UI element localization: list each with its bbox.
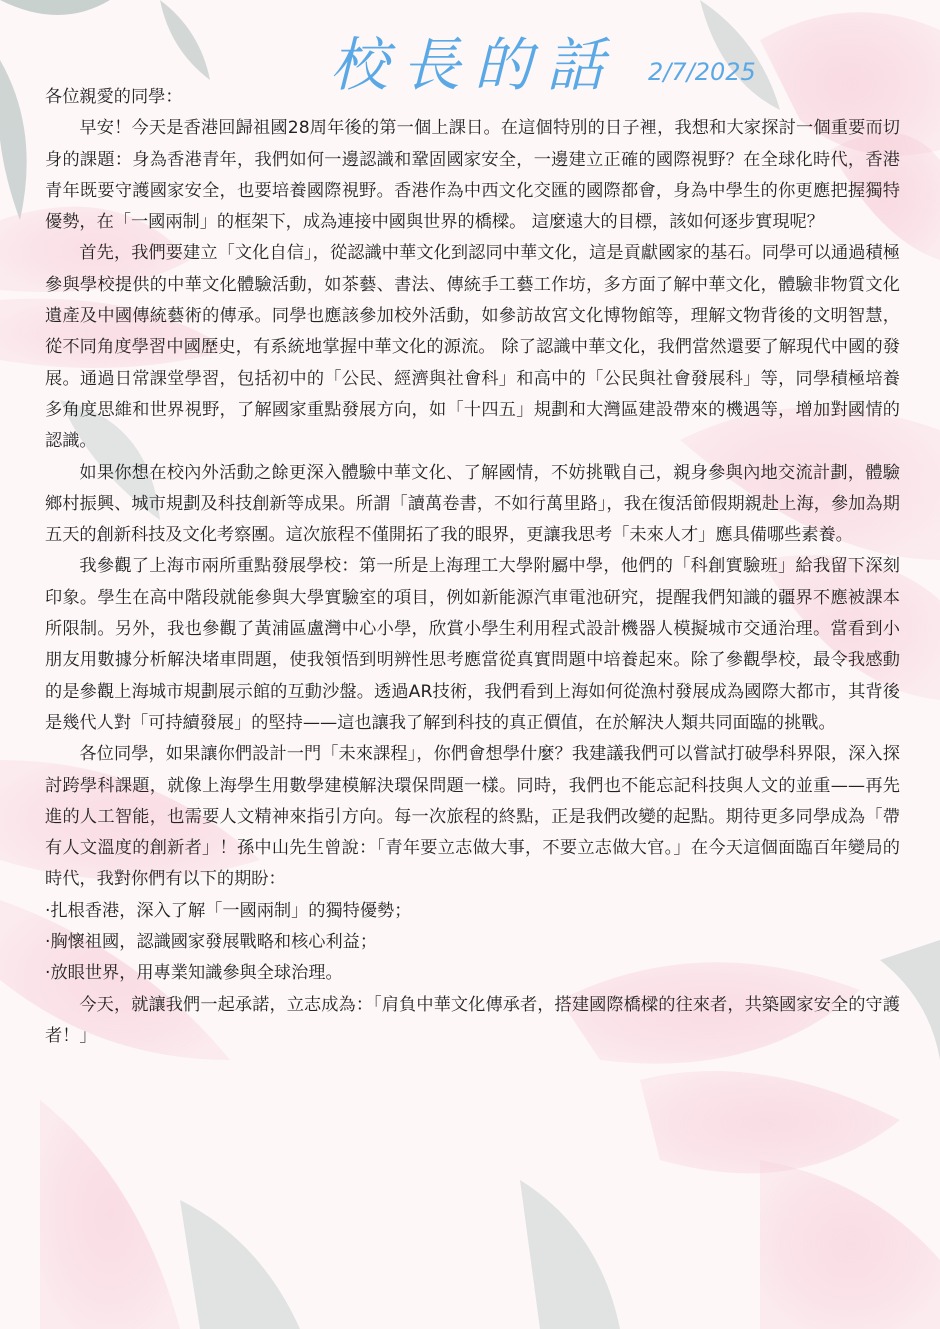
paragraph: 各位同學，如果讓你們設計一門「未來課程」，你們會想學什麼？我建議我們可以嘗試打破學科界限，深入探討跨學科課題，就像上海學生用數學建模解決環保問題一樣。同時，我們也不能忘記科技與人文的並重——再先進的人工智能，也需要人文精神來指引方向。每一次旅程的終點，正是我們改變的起點。期待更多同學成為「帶有人文溫度的創新者」！孫中山先生曾說：「青年要立志做大事，不要立志做大官。」在今天這個面臨百年變局的時代，我對你們有以下的期盼： bbox=[45, 744, 900, 890]
paragraph: 首先，我們要建立「文化自信」，從認識中華文化到認同中華文化，這是貢獻國家的基石。同學可以通過積極參與學校提供的中華文化體驗活動，如茶藝、書法、傳統手工藝工作坊，多方面了解中華文化，體驗非物質文化遺產及中國傳統藝術的傳承。同學也應該參加校外活動，如參訪故宮文化博物館等，理解文物背後的文明智慧，從不同角度學習中國歷史，有系統地掌握中華文化的源流。 除了認識中華文化，我們當然還要了解現代中國的發展。通過日常課堂學習，包括初中的「公民、經濟與社會科」和高中的「公民與社會發展科」等，同學積極培養多角度思維和世界視野，了解國家重點發展方向，如「十四五」規劃和大灣區建設帶來的機遇等，增加對國情的認識。 bbox=[45, 243, 900, 452]
paragraph: 我參觀了上海市兩所重點發展學校：第一所是上海理工大學附屬中學，他們的「科創實驗班」給我留下深刻印象。學生在高中階段就能參與大學實驗室的項目，例如新能源汽車電池研究，提醒我們知識的疆界不應被課本所限制。另外，我也參觀了黃浦區盧灣中心小學，欣賞小學生利用程式設計機器人模擬城市交通治理。當看到小朋友用數據分析解決堵車問題，使我領悟到明辨性思考應當從真實問題中培養起來。除了參觀學校，最令我感動的是參觀上海城市規劃展示館的互動沙盤。透過AR技術，我們看到上海如何從漁村發展成為國際大都市，其背後是幾代人對「可持續發展」的堅持——這也讓我了解到科技的真正價值，在於解決人類共同面臨的挑戰。 bbox=[45, 556, 900, 733]
date-label: 2/7/2025 bbox=[648, 58, 756, 86]
paragraph: 如果你想在校內外活動之餘更深入體驗中華文化、了解國情，不妨挑戰自己，親身參與內地交流計劃，體驗鄉村振興、城市規劃及科技創新等成果。所謂「讀萬卷書，不如行萬里路」，我在復活節假期親赴上海，參加為期五天的創新科技及文化考察團。這次旅程不僅開拓了我的眼界，更讓我思考「未來人才」應具備哪些素養。 bbox=[45, 462, 900, 546]
page-title: 校長的話 bbox=[330, 31, 619, 99]
bullet-item: ‧放眼世界，用專業知識參與全球治理。 bbox=[45, 963, 343, 984]
letter-body bbox=[45, 82, 900, 1052]
closing-paragraph: 今天，就讓我們一起承諾，立志成為：「肩負中華文化傳承者，搭建國際橋樑的往來者，共築國家安全的守護者！」 bbox=[45, 994, 900, 1046]
bullet-item: ‧扎根香港，深入了解「一國兩制」的獨特優勢； bbox=[45, 900, 412, 921]
greeting: 各位親愛的同學： bbox=[45, 87, 183, 107]
bullet-item: ‧胸懷祖國，認識國家發展戰略和核心利益； bbox=[45, 932, 378, 953]
paragraph: 早安！今天是香港回歸祖國28周年後的第一個上課日。在這個特別的日子裡，我想和大家探討一個重要而切身的課題：身為香港青年，我們如何一邊認識和鞏固國家安全，一邊建立正確的國際視野？在全球化時代，香港青年既要守護國家安全，也要培養國際視野。香港作為中西文化交匯的國際都會，身為中學生的你更應把握獨特優勢，在「一國兩制」的框架下，成為連接中國與世界的橋樑。 這麼遠大的目標，該如何逐步實現呢？ bbox=[45, 118, 900, 233]
